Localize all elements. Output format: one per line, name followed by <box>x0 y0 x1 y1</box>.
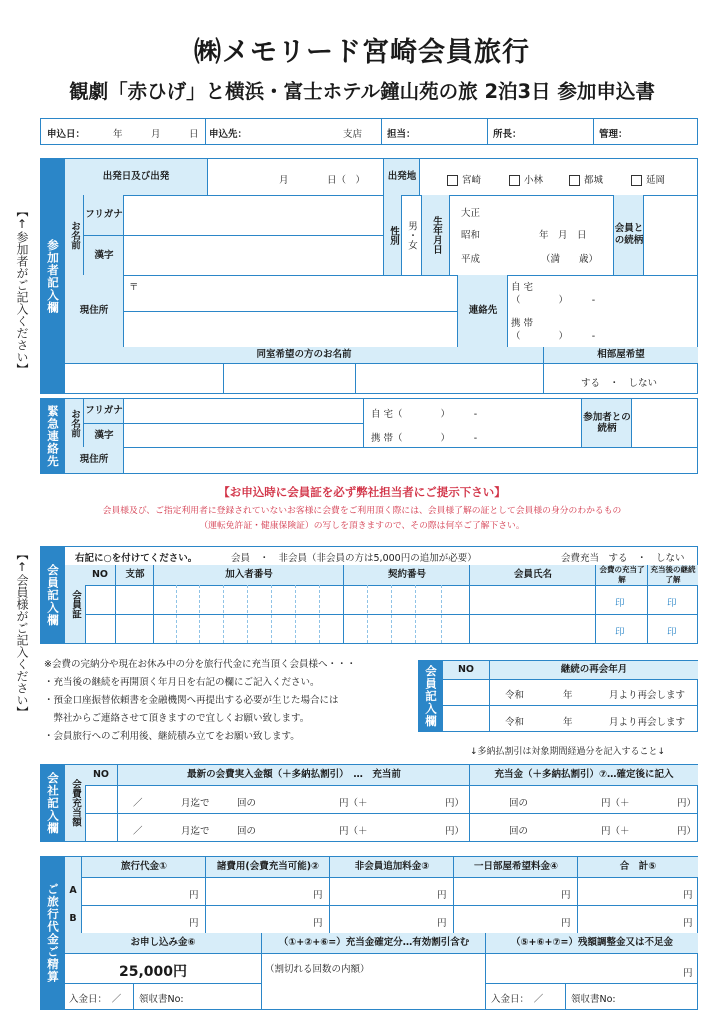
era-taisho[interactable]: 大正 <box>461 208 481 219</box>
notice-headline: 【お申込時に会員証を必ず弊社担当者にご提示下さい】 <box>218 485 506 499</box>
depart-month: 月 <box>279 175 289 186</box>
company-no-label: NO <box>85 765 117 785</box>
row-a-label: A <box>65 877 81 905</box>
note-line: ・預金口座振替依頼書を金融機関へ再提出する必要が生じた場合には <box>44 695 339 706</box>
note-line: ・会員旅行へのご利用後、継続積み立てをお願い致します。 <box>44 731 300 742</box>
age: （満 歳） <box>541 254 599 265</box>
page-subtitle: 観劇「赤ひげ」と横浜・富士ホテル鐘山苑の旅 2泊3日 参加申込書 <box>69 80 655 103</box>
place-option-miyazaki[interactable]: 宮崎 <box>447 172 481 186</box>
renewal-restart-1: 月より再会します <box>609 690 686 701</box>
participant-side-label: 参加者記入欄 <box>41 159 65 393</box>
confirmed-label: （①+②+⑥=）充当金確定分…有効割引含む <box>261 933 486 953</box>
renewal-restart-2: 月より再会します <box>609 717 686 728</box>
depart-day: 日（ ） <box>327 175 366 186</box>
deposit-label: お申し込み金⑥ <box>65 933 261 953</box>
stamp-fee-2[interactable]: 印 <box>615 627 625 638</box>
times-r2: 回の <box>509 826 529 837</box>
place-option-miyakonojo[interactable]: 都城 <box>569 172 603 186</box>
participant-section <box>40 158 698 394</box>
month-end-2: 月迄で <box>181 826 210 837</box>
member-instruction: 右記に○を付けてください。 <box>75 553 198 564</box>
yen-a3: 円 <box>437 890 447 901</box>
manager-label: 管理： <box>599 129 628 140</box>
home-phone-field[interactable]: （ ） - <box>511 295 596 306</box>
yen-close-r1: 円） <box>677 798 697 809</box>
yen-a2: 円 <box>313 890 323 901</box>
divided-note: （割切れる回数の内額） <box>265 964 370 975</box>
month-label: 月 <box>151 129 161 140</box>
yen-close-1: 円） <box>445 798 465 809</box>
company-col2-label: 充当金（＋多納払割引）⑦…確定後に記入 <box>469 765 698 785</box>
yen-close-2: 円） <box>445 826 465 837</box>
member-side-note: 【↑会員様がご記入ください】 <box>15 548 29 718</box>
col-room-fee: 一日部屋希望料金④ <box>453 857 578 877</box>
emergency-relation-label: 参加者との続柄 <box>581 399 632 447</box>
sex-value[interactable]: 男・女 <box>401 195 420 275</box>
stamp-continue-1[interactable]: 印 <box>667 598 677 609</box>
fee-applied-label: 会費充当額 <box>65 765 85 841</box>
settlement-section <box>40 856 698 1010</box>
settlement-side-label: ご旅行代金ご精算 <box>41 857 65 1009</box>
member-card-label: 会員証 <box>65 565 85 643</box>
director-label: 所長： <box>493 129 522 140</box>
emergency-kanji-label: 漢字 <box>83 423 124 448</box>
year-label: 年 <box>113 129 123 140</box>
application-info-bar <box>40 118 698 145</box>
staff-label: 担当： <box>387 129 416 140</box>
yen-a5: 円 <box>683 890 693 901</box>
relation-label: 会員との続柄 <box>613 195 644 275</box>
times-1: 回の <box>237 798 257 809</box>
era-showa[interactable]: 昭和 <box>461 230 481 241</box>
company-side-label: 会社記入欄 <box>41 765 65 841</box>
renewal-year-1: 年 <box>563 690 573 701</box>
paid-date-left: 入金日： ／ <box>69 994 122 1005</box>
participant-side-note: 【↑参加者がご記入ください】 <box>15 205 29 375</box>
row-b-label: B <box>65 905 81 933</box>
yen-b5: 円 <box>683 918 693 929</box>
depart-label: 出発日及び出発 <box>65 159 207 195</box>
kanji-label: 漢字 <box>83 235 124 276</box>
renewal-side-label: 会員記入欄 <box>419 661 443 731</box>
birth-label: 生年月日 <box>421 195 450 275</box>
postal-mark: 〒 <box>129 282 139 293</box>
address-label: 現住所 <box>65 275 123 347</box>
yen-plus-r2: 円（＋ <box>601 826 630 837</box>
col-member-number: 加入者番号 <box>153 565 344 585</box>
company-note: ↓多納払割引は対象期間経過分を記入すること↓ <box>470 747 666 757</box>
emergency-home-phone[interactable]: 自 宅（ ） - <box>371 409 478 420</box>
col-branch: 支部 <box>115 565 154 585</box>
company-section <box>40 764 698 842</box>
era-heisei[interactable]: 平成 <box>461 254 481 265</box>
month-end-1: 月迄で <box>181 798 210 809</box>
col-travel-fee: 旅行代金① <box>81 857 206 877</box>
company-col1-label: 最新の会費実入金額（＋多納払割引） … 充当前 <box>117 765 470 785</box>
yen-plus-r1: 円（＋ <box>601 798 630 809</box>
sex-label: 性別 <box>383 195 402 275</box>
birth-ymd: 年 月 日 <box>539 230 587 241</box>
shared-room-value[interactable]: する ・ しない <box>581 378 658 389</box>
emergency-address-label: 現住所 <box>65 447 123 473</box>
roommate-label: 同室希望の方のお名前 <box>65 347 543 363</box>
col-nonmember-fee: 非会員追加料金③ <box>329 857 454 877</box>
stamp-continue-2[interactable]: 印 <box>667 627 677 638</box>
note-line: ・充当後の継続を再開頂く年月日を右記の欄にご記入ください。 <box>44 677 320 688</box>
receipt-right: 領収書No: <box>571 994 616 1005</box>
paid-date-right: 入金日： ／ <box>491 994 544 1005</box>
day-label: 日 <box>189 129 199 140</box>
mobile-phone-field[interactable]: （ ） - <box>511 331 596 342</box>
depart-place-label: 出発地 <box>383 159 420 195</box>
apply-date-label: 申込日： <box>47 129 86 140</box>
branch-label: 支店 <box>343 129 363 140</box>
col-total: 合 計⑤ <box>577 857 698 877</box>
emergency-name-label: お名前 <box>65 399 83 447</box>
yen-b3: 円 <box>437 918 447 929</box>
renewal-no-label: NO <box>443 661 489 679</box>
deposit-value: 25,000円 <box>119 964 188 980</box>
balance-label: （⑤+⑥+⑦=）残額調整金又は不足金 <box>485 933 698 953</box>
place-option-kobayashi[interactable]: 小林 <box>509 172 543 186</box>
yen-b1: 円 <box>189 918 199 929</box>
col-fee-consent: 会費の充当了解 <box>595 565 648 585</box>
fee-apply-option[interactable]: 会費充当 する ・ しない <box>561 553 685 564</box>
notice-line2: （運転免許証・健康保険証）の写しを頂きますので、その際は何卒ご了解下さい。 <box>199 521 525 531</box>
receipt-left: 領収書No: <box>139 994 184 1005</box>
emergency-mobile-phone[interactable]: 携 帯（ ） - <box>371 433 478 444</box>
yen-plus-2: 円（＋ <box>339 826 368 837</box>
stamp-fee-1[interactable]: 印 <box>615 598 625 609</box>
place-option-nobeoka[interactable]: 延岡 <box>631 172 665 186</box>
notes-block <box>44 656 356 746</box>
emergency-section <box>40 398 698 474</box>
slash-2: ／ <box>133 826 143 837</box>
renewal-year-2: 年 <box>563 717 573 728</box>
col-contract-number: 契約番号 <box>343 565 470 585</box>
col-misc-fee: 諸費用(会費充当可能)② <box>205 857 330 877</box>
yen-a4: 円 <box>561 890 571 901</box>
col-member-name: 会員氏名 <box>469 565 596 585</box>
yen-a1: 円 <box>189 890 199 901</box>
col-continue-consent: 充当後の継続了解 <box>647 565 698 585</box>
times-r1: 回の <box>509 798 529 809</box>
home-phone-label: 自 宅 <box>511 282 534 293</box>
renewal-era-2: 令和 <box>505 717 525 728</box>
shared-room-label: 相部屋希望 <box>543 347 698 363</box>
yen-balance: 円 <box>683 968 693 979</box>
emergency-side-label: 緊急連絡先 <box>41 399 65 473</box>
member-section <box>40 546 698 644</box>
member-status-option[interactable]: 会員 ・ 非会員（非会員の方は5,000円の追加が必要） <box>231 553 477 564</box>
times-2: 回の <box>237 826 257 837</box>
yen-plus-1: 円（＋ <box>339 798 368 809</box>
name-label: お名前 <box>65 195 83 275</box>
mobile-phone-label: 携 帯 <box>511 318 534 329</box>
notice-line1: 会員様及び、ご指定利用者に登録されていないお客様に会費をご利用頂く際には、会員様了解の証として会員様の身分のわかるもの <box>102 506 622 516</box>
slash-1: ／ <box>133 798 143 809</box>
note-line: ※会費の完納分や現在お休み中の分を旅行代金に充当頂く会員様へ・・・ <box>44 659 356 670</box>
col-no: NO <box>85 565 115 585</box>
yen-close-r2: 円） <box>677 826 697 837</box>
emergency-furigana-label: フリガナ <box>83 399 124 423</box>
renewal-section <box>418 660 698 732</box>
member-side-label: 会員記入欄 <box>41 547 65 643</box>
renewal-era-1: 令和 <box>505 690 525 701</box>
note-line: 弊社からご連絡させて頂きますので宜しくお願い致します。 <box>44 713 310 724</box>
yen-b2: 円 <box>313 918 323 929</box>
yen-b4: 円 <box>561 918 571 929</box>
page-title: ㈱メモリード宮崎会員旅行 <box>194 37 530 68</box>
contact-label: 連絡先 <box>457 275 508 347</box>
furigana-label: フリガナ <box>83 195 124 235</box>
apply-dest-label: 申込先： <box>209 129 248 140</box>
renewal-head-label: 継続の再会年月 <box>489 661 698 679</box>
